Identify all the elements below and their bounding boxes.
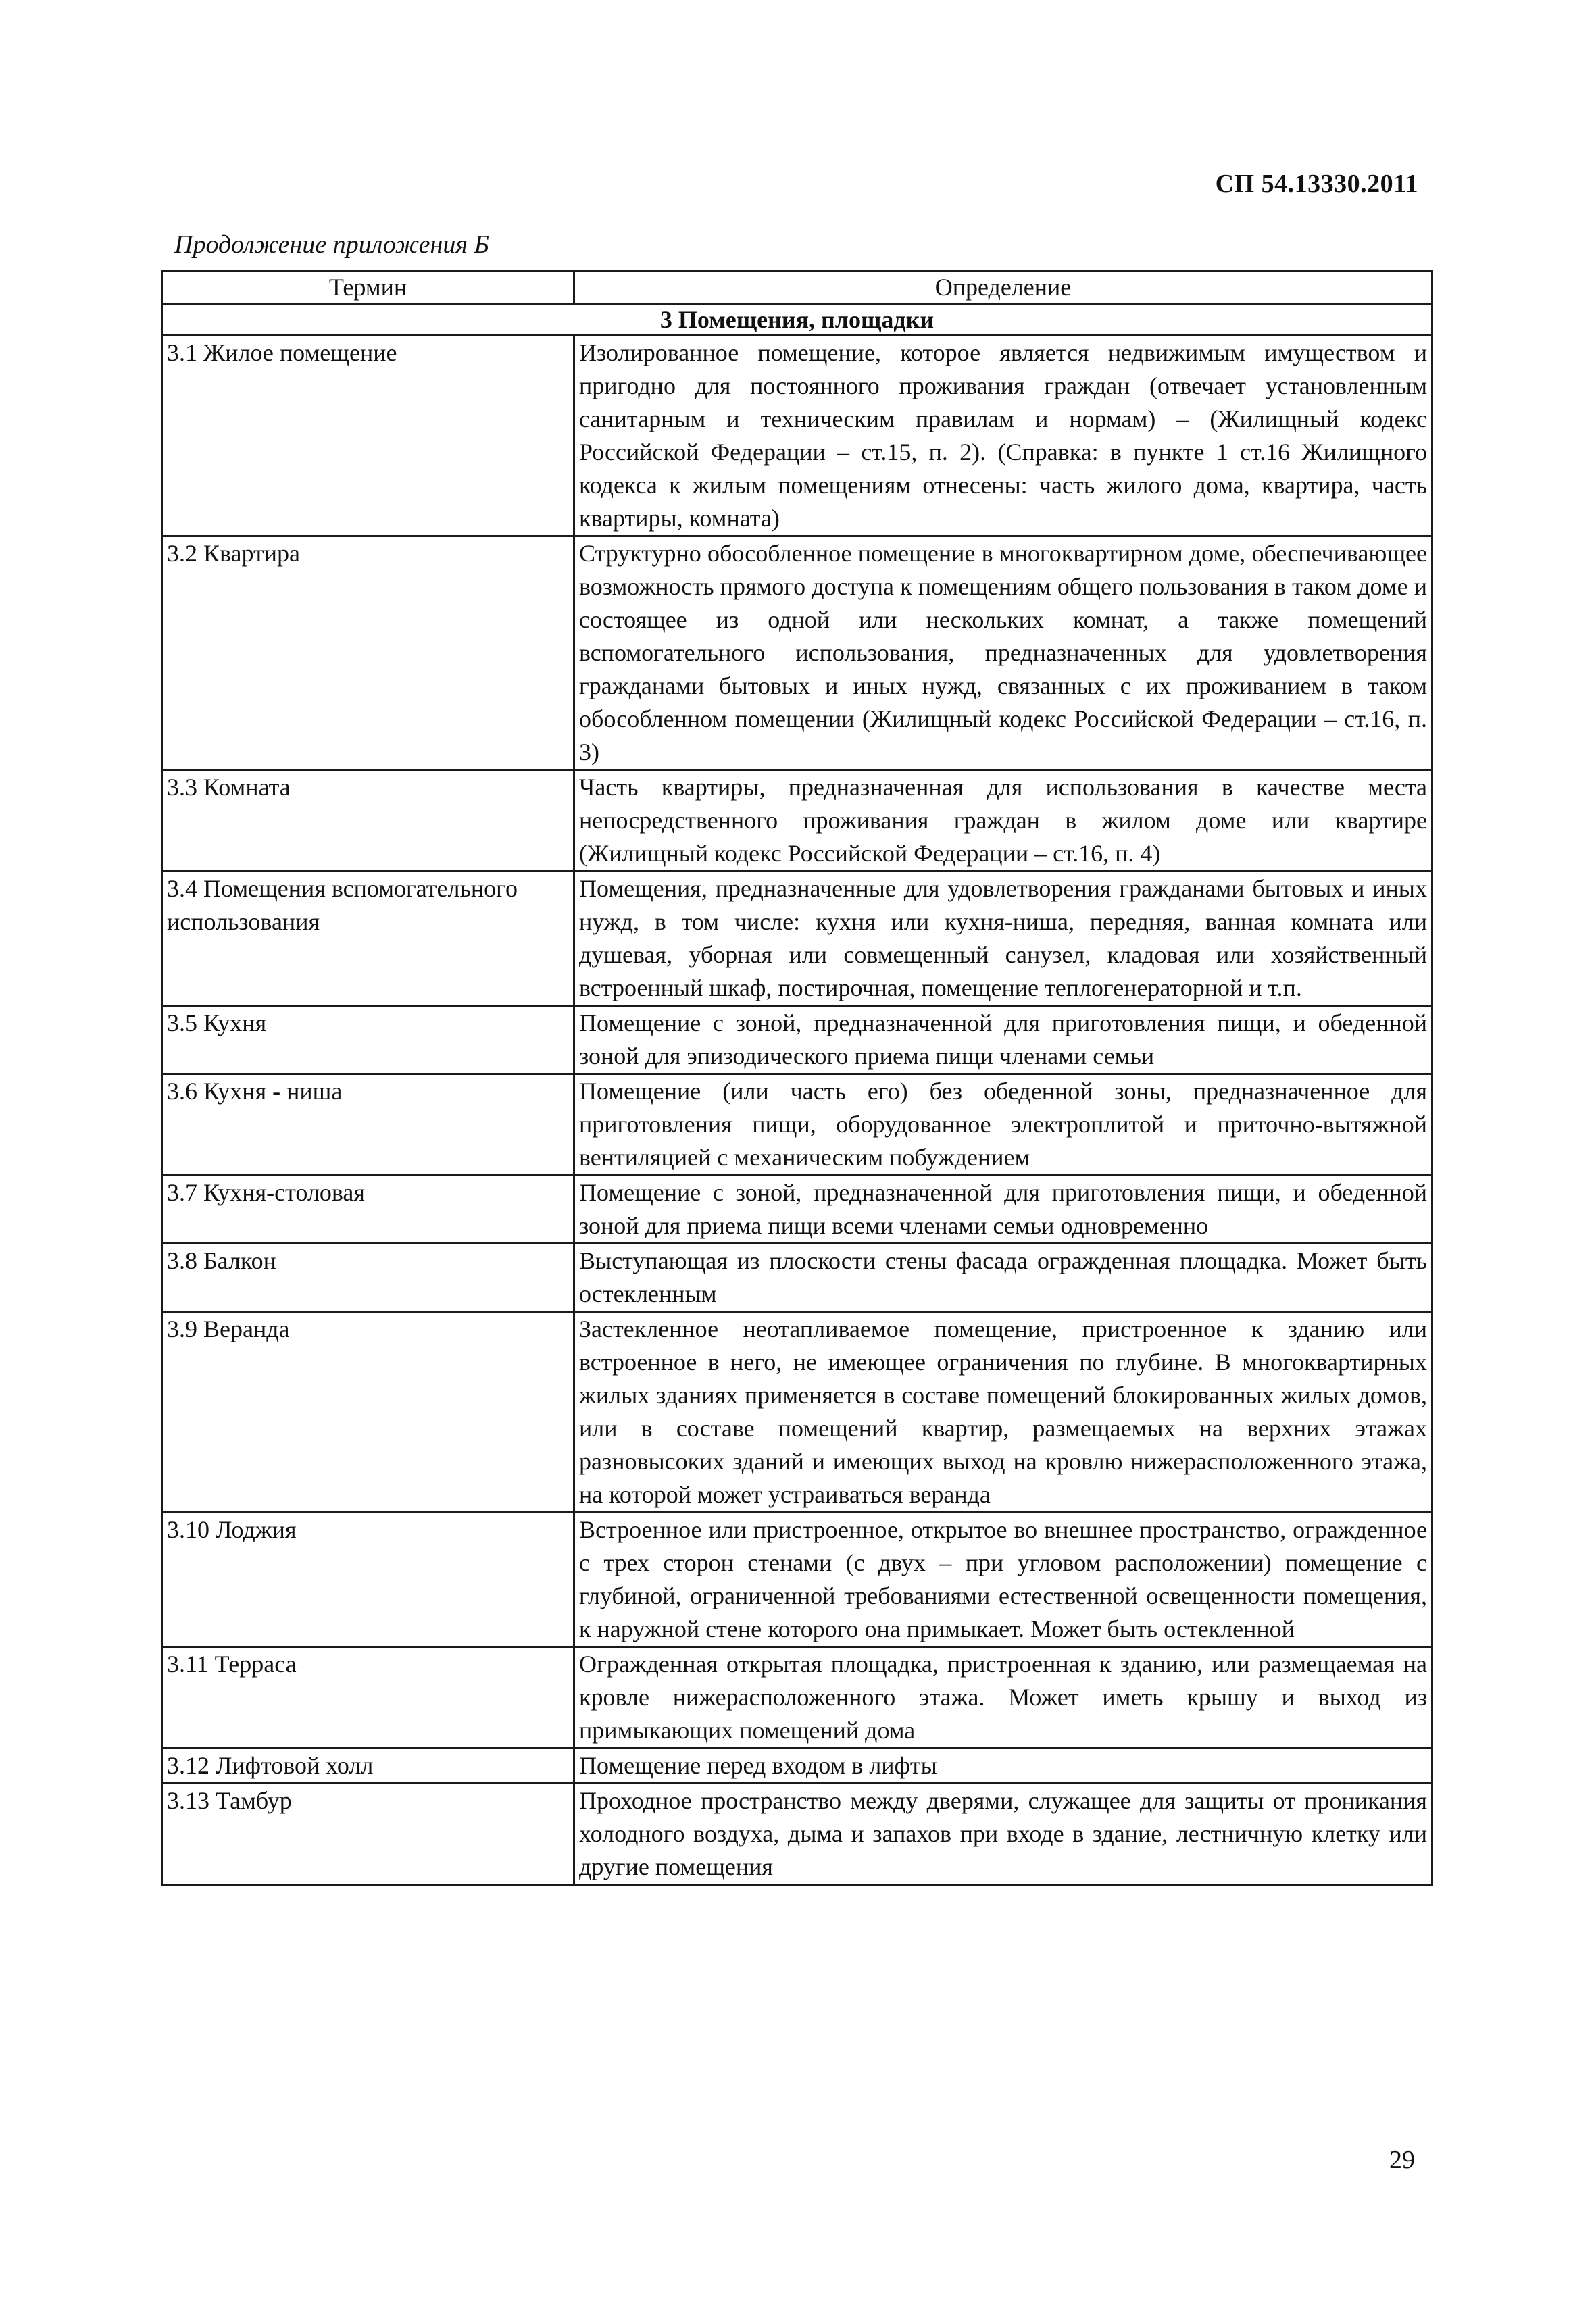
table-row [162, 1513, 1432, 1647]
term-cell: 3.3 Комната [162, 770, 574, 872]
table-row [162, 1647, 1432, 1749]
term-cell: 3.8 Балкон [162, 1244, 574, 1312]
term-cell: 3.7 Кухня-столовая [162, 1176, 574, 1244]
term-cell: 3.10 Лоджия [162, 1513, 574, 1647]
table-row [162, 872, 1432, 1006]
table-row [162, 770, 1432, 872]
definition-cell: Проходное пространство между дверями, служащее для защиты от проникания холодного воздуха, дыма и запахов при входе в здание, лестничную клетку или другие помещения [574, 1784, 1432, 1885]
definition-cell: Огражденная открытая площадка, пристроенная к зданию, или размещаемая на кровле нижерасположенного этажа. Может иметь крышу и выход из примыкающих помещений дома [574, 1647, 1432, 1749]
table-row [162, 536, 1432, 770]
definition-cell: Застекленное неотапливаемое помещение, пристроенное к зданию или встроенное в него, не имеющее ограничения по глубине. В многоквартирных жилых зданиях применяется в составе помещений блокированных жилых домов, или в составе помещений квартир, размещаемых на верхних этажах разновысоких зданий и имеющих выход на кровлю нижерасположенного этажа, на которой может устраиваться веранда [574, 1312, 1432, 1513]
term-cell: 3.2 Квартира [162, 536, 574, 770]
table-row [162, 1312, 1432, 1513]
definition-cell: Помещение с зоной, предназначенной для приготовления пищи, и обеденной зоной для приема пищи всеми членами семьи одновременно [574, 1176, 1432, 1244]
term-cell: 3.11 Терраса [162, 1647, 574, 1749]
definition-cell: Помещение перед входом в лифты [574, 1749, 1432, 1784]
term-cell: 3.12 Лифтовой холл [162, 1749, 574, 1784]
term-cell: 3.9 Веранда [162, 1312, 574, 1513]
term-cell: 3.13 Тамбур [162, 1784, 574, 1885]
definition-cell: Помещение с зоной, предназначенной для приготовления пищи, и обеденной зоной для эпизодического приема пищи членами семьи [574, 1006, 1432, 1074]
term-cell: 3.4 Помещения вспомогательного использования [162, 872, 574, 1006]
section-row [162, 304, 1432, 336]
table-row [162, 1784, 1432, 1885]
table-row [162, 1749, 1432, 1784]
column-header-definition: Определение [574, 272, 1432, 304]
term-cell: 3.6 Кухня - ниша [162, 1074, 574, 1176]
table-row [162, 1244, 1432, 1312]
definition-cell: Структурно обособленное помещение в многоквартирном доме, обеспечивающее возможность прямого доступа к помещениям общего пользования в таком доме и состоящее из одной или нескольких комнат, а также помещений вспомогательного использования, предназначенных для удовлетворения гражданами бытовых и иных нужд, связанных с их проживанием в таком обособленном помещении (Жилищный кодекс Российской Федерации – ст.16, п. 3) [574, 536, 1432, 770]
definition-cell: Встроенное или пристроенное, открытое во внешнее пространство, огражденное с трех сторон стенами (с двух – при угловом расположении) помещение с глубиной, ограниченной требованиями естественной освещенности помещения, к наружной стене которого она примыкает. Может быть остекленной [574, 1513, 1432, 1647]
table-row [162, 1074, 1432, 1176]
definition-cell: Часть квартиры, предназначенная для использования в качестве места непосредственного проживания граждан в жилом доме или квартире (Жилищный кодекс Российской Федерации – ст.16, п. 4) [574, 770, 1432, 872]
definition-cell: Изолированное помещение, которое является недвижимым имуществом и пригодно для постоянного проживания граждан (отвечает установленным санитарным и техническим правилам и нормам) – (Жилищный кодекс Российской Федерации – ст.15, п. 2). (Справка: в пункте 1 ст.16 Жилищного кодекса к жилым помещениям отнесены: часть жилого дома, квартира, часть квартиры, комната) [574, 336, 1432, 536]
definition-cell: Выступающая из плоскости стены фасада огражденная площадка. Может быть остекленным [574, 1244, 1432, 1312]
document-code: СП 54.13330.2011 [1215, 170, 1418, 198]
appendix-continuation-caption: Продолжение приложения Б [174, 230, 489, 259]
table-row [162, 336, 1432, 536]
definition-cell: Помещения, предназначенные для удовлетворения гражданами бытовых и иных нужд, в том числе: кухня или кухня-ниша, передняя, ванная комната или душевая, уборная или совмещенный санузел, кладовая или хозяйственный встроенный шкаф, постирочная, помещение теплогенераторной и т.п. [574, 872, 1432, 1006]
section-title: 3 Помещения, площадки [162, 304, 1432, 336]
column-header-term: Термин [162, 272, 574, 304]
terms-table [161, 270, 1433, 1886]
table-header-row [162, 272, 1432, 304]
term-cell: 3.1 Жилое помещение [162, 336, 574, 536]
definition-cell: Помещение (или часть его) без обеденной зоны, предназначенное для приготовления пищи, оборудованное электроплитой и приточно-вытяжной вентиляцией с механическим побуждением [574, 1074, 1432, 1176]
table-row [162, 1176, 1432, 1244]
table-row [162, 1006, 1432, 1074]
page-number: 29 [1389, 2146, 1415, 2174]
term-cell: 3.5 Кухня [162, 1006, 574, 1074]
